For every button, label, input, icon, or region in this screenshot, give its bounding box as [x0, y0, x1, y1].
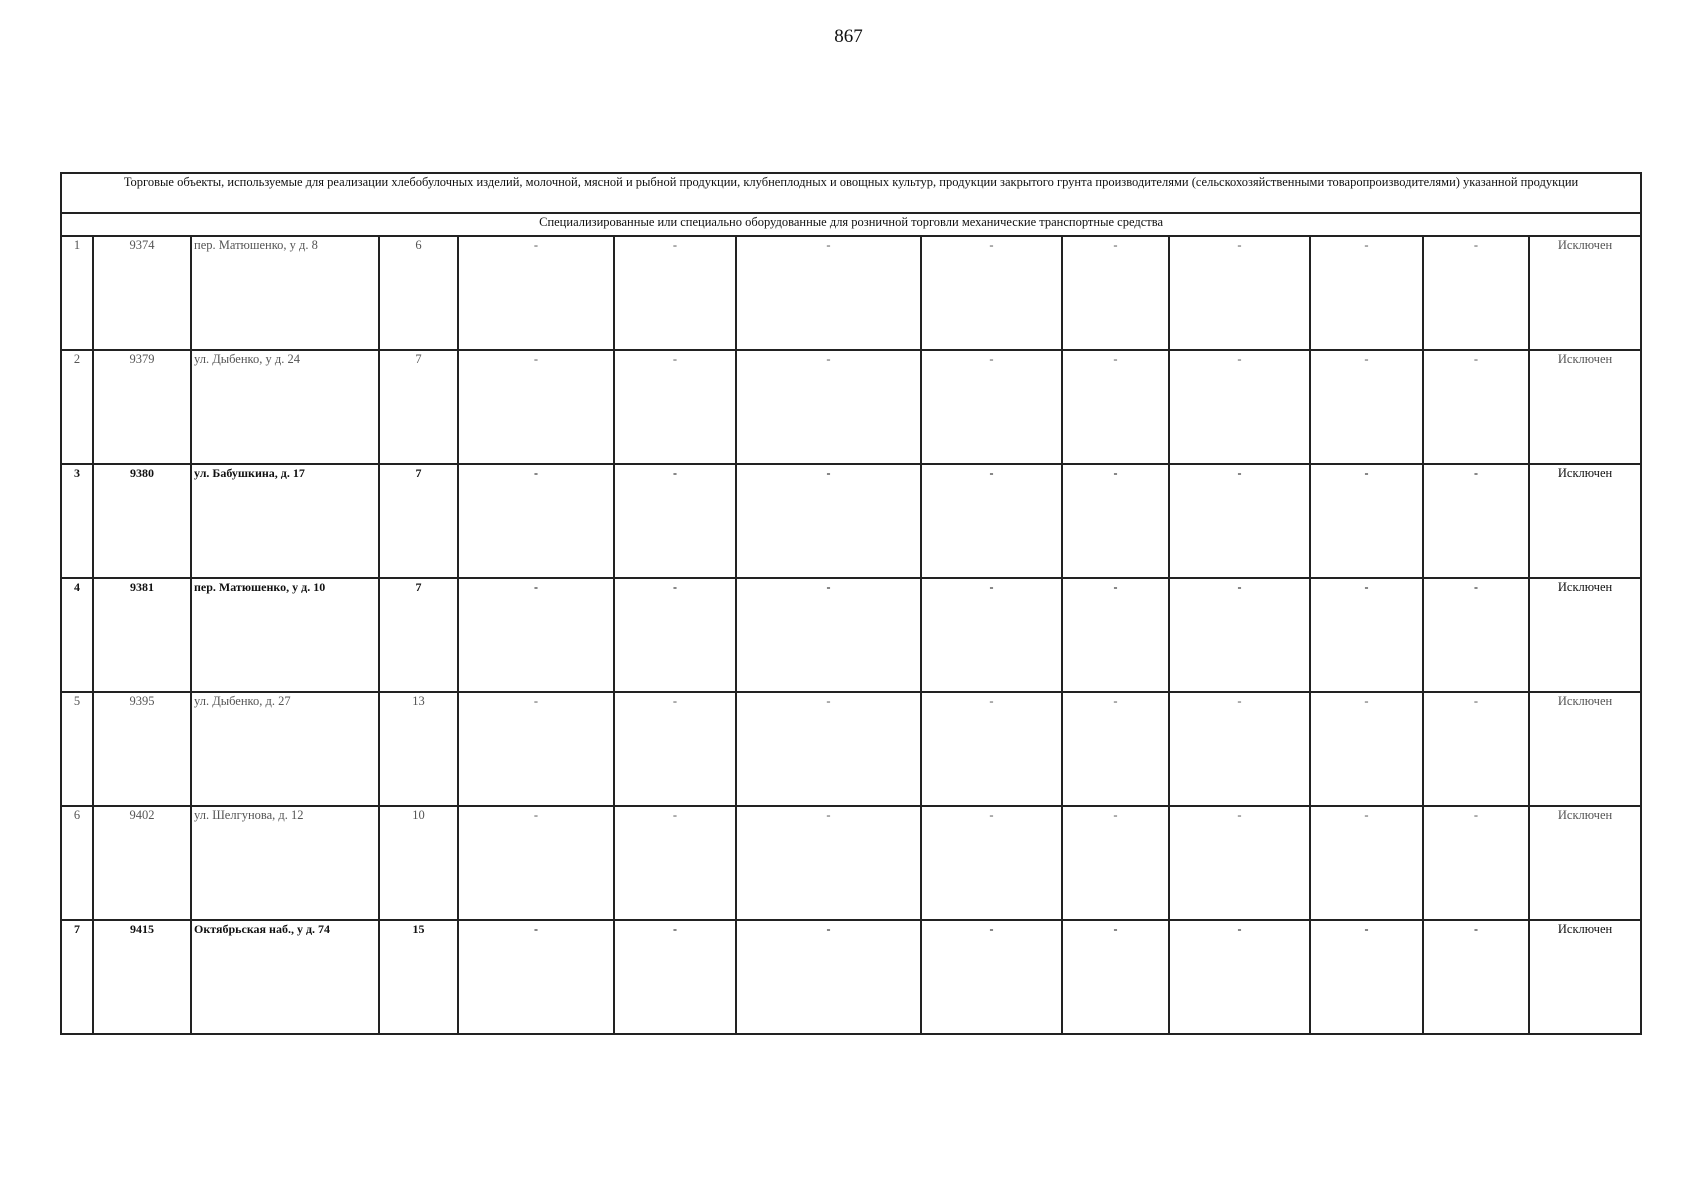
status: Исключен: [1529, 806, 1641, 920]
cell-empty: -: [1423, 464, 1529, 578]
cell-empty: -: [458, 464, 614, 578]
object-id: 9381: [93, 578, 191, 692]
table-subcaption-row: [61, 213, 1641, 236]
cell-empty: -: [458, 350, 614, 464]
cell-empty: -: [1169, 920, 1310, 1034]
cell-empty: -: [458, 236, 614, 350]
quantity: 10: [379, 806, 458, 920]
table-row: [61, 464, 1641, 578]
cell-empty: -: [1310, 578, 1423, 692]
object-id: 9395: [93, 692, 191, 806]
cell-empty: -: [736, 350, 921, 464]
row-number: 5: [61, 692, 93, 806]
quantity: 13: [379, 692, 458, 806]
table-row: [61, 806, 1641, 920]
registry-table: [60, 172, 1642, 1035]
cell-empty: -: [1169, 806, 1310, 920]
cell-empty: -: [614, 692, 736, 806]
row-number: 4: [61, 578, 93, 692]
cell-empty: -: [614, 578, 736, 692]
cell-empty: -: [1062, 692, 1169, 806]
cell-empty: -: [614, 464, 736, 578]
address: пер. Матюшенко, у д. 8: [191, 236, 379, 350]
cell-empty: -: [921, 350, 1062, 464]
cell-empty: -: [1310, 806, 1423, 920]
cell-empty: -: [1062, 920, 1169, 1034]
status: Исключен: [1529, 350, 1641, 464]
row-number: 7: [61, 920, 93, 1034]
cell-empty: -: [1169, 578, 1310, 692]
quantity: 7: [379, 350, 458, 464]
quantity: 6: [379, 236, 458, 350]
cell-empty: -: [1423, 350, 1529, 464]
table-caption: Торговые объекты, используемые для реализации хлебобулочных изделий, молочной, мясной и рыбной продукции, клубнеплодных и овощных культур, продукции закрытого грунта производителями (сельскохозяйственными товаропроизводителями) указанной продукции: [61, 173, 1641, 213]
cell-empty: -: [1310, 236, 1423, 350]
cell-empty: -: [736, 236, 921, 350]
address: ул. Дыбенко, д. 27: [191, 692, 379, 806]
object-id: 9379: [93, 350, 191, 464]
cell-empty: -: [1062, 236, 1169, 350]
cell-empty: -: [736, 464, 921, 578]
quantity: 7: [379, 578, 458, 692]
cell-empty: -: [1310, 692, 1423, 806]
cell-empty: -: [1310, 464, 1423, 578]
address: Октябрьская наб., у д. 74: [191, 920, 379, 1034]
cell-empty: -: [1169, 692, 1310, 806]
cell-empty: -: [1423, 692, 1529, 806]
table-row: [61, 350, 1641, 464]
table-row: [61, 236, 1641, 350]
cell-empty: -: [1310, 350, 1423, 464]
cell-empty: -: [1169, 236, 1310, 350]
address: ул. Бабушкина, д. 17: [191, 464, 379, 578]
object-id: 9380: [93, 464, 191, 578]
cell-empty: -: [614, 350, 736, 464]
row-number: 6: [61, 806, 93, 920]
table-row: [61, 920, 1641, 1034]
cell-empty: -: [736, 692, 921, 806]
cell-empty: -: [921, 692, 1062, 806]
cell-empty: -: [921, 806, 1062, 920]
cell-empty: -: [458, 806, 614, 920]
status: Исключен: [1529, 920, 1641, 1034]
row-number: 1: [61, 236, 93, 350]
address: ул. Шелгунова, д. 12: [191, 806, 379, 920]
status: Исключен: [1529, 464, 1641, 578]
cell-empty: -: [458, 920, 614, 1034]
cell-empty: -: [921, 578, 1062, 692]
page-number: 867: [834, 26, 863, 47]
quantity: 15: [379, 920, 458, 1034]
cell-empty: -: [614, 236, 736, 350]
table-row: [61, 578, 1641, 692]
table-caption-row: [61, 173, 1641, 213]
cell-empty: -: [1423, 236, 1529, 350]
cell-empty: -: [614, 806, 736, 920]
address: пер. Матюшенко, у д. 10: [191, 578, 379, 692]
cell-empty: -: [1310, 920, 1423, 1034]
status: Исключен: [1529, 578, 1641, 692]
cell-empty: -: [1423, 578, 1529, 692]
cell-empty: -: [1062, 350, 1169, 464]
cell-empty: -: [921, 464, 1062, 578]
cell-empty: -: [1062, 464, 1169, 578]
status: Исключен: [1529, 692, 1641, 806]
row-number: 2: [61, 350, 93, 464]
status: Исключен: [1529, 236, 1641, 350]
address: ул. Дыбенко, у д. 24: [191, 350, 379, 464]
table-subcaption: Специализированные или специально оборудованные для розничной торговли механические транспортные средства: [61, 213, 1641, 236]
row-number: 3: [61, 464, 93, 578]
cell-empty: -: [1169, 350, 1310, 464]
table-row: [61, 692, 1641, 806]
object-id: 9415: [93, 920, 191, 1034]
cell-empty: -: [736, 578, 921, 692]
cell-empty: -: [736, 806, 921, 920]
cell-empty: -: [458, 692, 614, 806]
cell-empty: -: [921, 920, 1062, 1034]
cell-empty: -: [1062, 578, 1169, 692]
cell-empty: -: [921, 236, 1062, 350]
cell-empty: -: [1423, 806, 1529, 920]
object-id: 9402: [93, 806, 191, 920]
cell-empty: -: [736, 920, 921, 1034]
cell-empty: -: [458, 578, 614, 692]
object-id: 9374: [93, 236, 191, 350]
quantity: 7: [379, 464, 458, 578]
cell-empty: -: [614, 920, 736, 1034]
cell-empty: -: [1423, 920, 1529, 1034]
cell-empty: -: [1062, 806, 1169, 920]
cell-empty: -: [1169, 464, 1310, 578]
